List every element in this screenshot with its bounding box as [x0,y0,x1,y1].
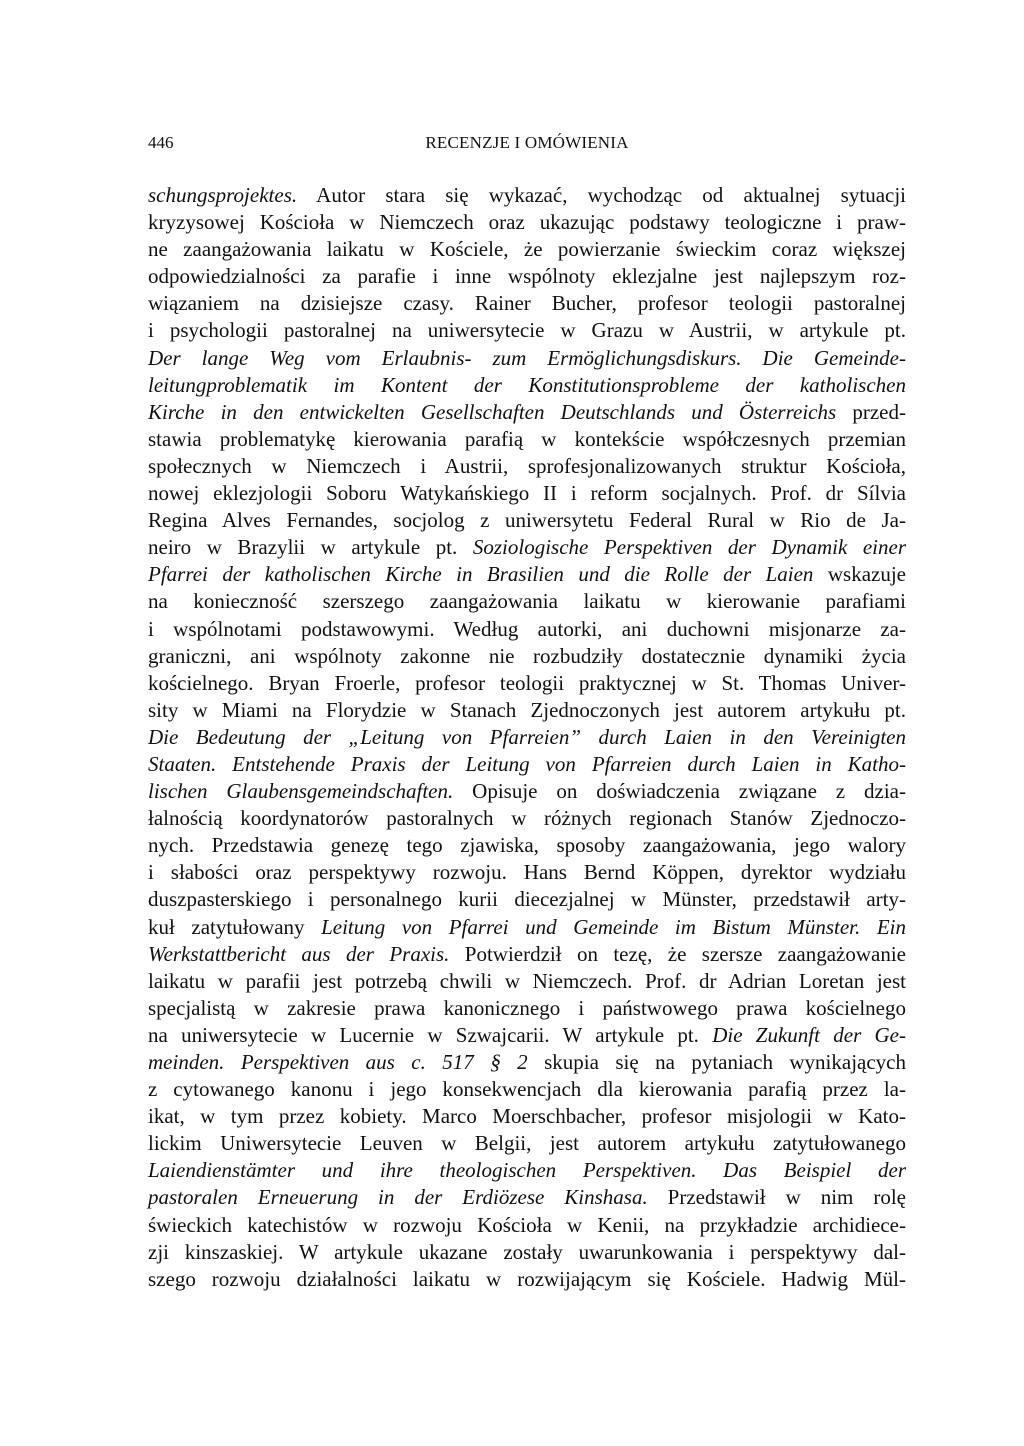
italic-title-segment: Leitung von Pfarrei und Gemeinde im Bistum Münster. Ein [321,914,906,939]
text-line [148,561,906,588]
text-line [148,426,906,453]
text-segment: kuł zatytułowany [148,914,322,939]
text-segment: przed- [836,399,906,424]
text-line [148,832,906,859]
italic-title-segment: Staaten. Entstehende Praxis der Leitung von Pfarreien durch Laien in Katho- [148,751,906,776]
text-segment: duszpasterskiego i personalnego kurii diecezjalnej w Münster, przedstawił arty- [148,887,906,912]
text-line [148,1266,906,1293]
italic-title-segment: schungsprojektes. [148,183,298,207]
italic-title-segment: Werkstattbericht aus der Praxis. [148,941,450,966]
text-segment: neiro w Brazylii w artykule pt. [148,535,473,560]
page-number: 446 [148,133,174,152]
text-line [148,182,906,209]
text-line [148,209,906,236]
text-segment: lickim Uniwersytecie Leuven w Belgii, jest autorem artykułu zatytułowanego [148,1131,906,1156]
text-line [148,345,906,372]
italic-title-segment: Laiendienstämter und ihre theologischen Perspektiven. Das Beispiel der [148,1158,906,1183]
text-line [148,724,906,751]
text-line [148,914,906,941]
text-line [148,1076,906,1103]
text-line [148,588,906,615]
text-segment: Potwierdził on tezę, że szersze zaangażowanie [449,941,907,966]
text-line [148,941,906,968]
text-segment: kościelnego. Bryan Froerle, profesor teologii praktycznej w St. Thomas Univer- [148,670,906,695]
text-line [148,1130,906,1157]
text-segment: Przedstawił w nim rolę [647,1185,906,1210]
text-line [148,372,906,399]
italic-title-segment: Pfarrei der katholischen Kirche in Brasilien und die Rolle der Laien [148,562,814,587]
text-line [148,886,906,913]
text-line [148,805,906,832]
text-line [148,317,906,344]
text-line [148,995,906,1022]
text-segment: Autor stara się wykazać, wychodząc od aktualnej sytuacji [297,183,906,207]
text-line [148,480,906,507]
text-line [148,453,906,480]
text-segment: stawia problematykę kierowania parafią w kontekście współczesnych przemian [148,426,906,451]
text-line [148,616,906,643]
body-text [148,182,906,1293]
text-segment: Opisuje on doświadczenia związane z dzia- [453,779,906,804]
text-segment: nowej eklezjologii Soboru Watykańskiego II i reform socjalnych. Prof. dr Sílvia [148,481,906,506]
text-line [148,1022,906,1049]
text-segment: na konieczność szerszego zaangażowania laikatu w kierowanie parafiami [148,589,906,614]
italic-title-segment: Soziologische Perspektiven der Dynamik einer [472,535,906,560]
text-line [148,236,906,263]
italic-title-segment: Der lange Weg vom Erlaubnis- zum Ermöglichungsdiskurs. Die Gemeinde- [148,345,906,370]
text-line [148,751,906,778]
italic-title-segment: Kirche in den entwickelten Gesellschaften Deutschlands und Österreichs [148,399,837,424]
text-line [148,670,906,697]
text-line [148,1239,906,1266]
text-segment: świeckich katechistów w rozwoju Kościoła w Kenii, na przykładzie archidiece- [148,1212,906,1237]
italic-title-segment: Die Bedeutung der „Leitung von Pfarreien” durch Laien in den Vereinigten [148,724,906,749]
text-line [148,968,906,995]
page-header [148,133,906,159]
italic-title-segment: meinden. Perspektiven aus c. 517 § 2 [148,1050,528,1074]
text-segment: nych. Przedstawia genezę tego zjawiska, sposoby zaangażowania, jego walory [148,833,906,858]
text-segment: szego rozwoju działalności laikatu w rozwijającym się Kościele. Hadwig Mül- [148,1266,906,1291]
text-segment: społecznych w Niemczech i Austrii, sprofesjonalizowanych struktur Kościoła, [148,453,906,478]
text-line [148,263,906,290]
text-segment: specjalistą w zakresie prawa kanonicznego i państwowego prawa kościelnego [148,995,906,1020]
text-line [148,1049,906,1076]
text-segment: ne zaangażowania laikatu w Kościele, że powierzanie świeckim coraz większej [148,237,906,262]
text-segment: na uniwersytecie w Lucernie w Szwajcarii. W artykule pt. [148,1022,713,1047]
italic-title-segment: lischen Glaubensgemeindschaften. [148,779,454,804]
text-line [148,778,906,805]
text-segment: łalnością koordynatorów pastoralnych w różnych regionach Stanów Zjednoczo- [148,806,906,831]
text-segment: odpowiedzialności za parafie i inne wspólnoty eklezjalne jest najlepszym roz- [148,264,906,289]
text-segment: ikat, w tym przez kobiety. Marco Moerschbacher, profesor misjologii w Kato- [148,1104,906,1129]
text-segment: i psychologii pastoralnej na uniwersytecie w Grazu w Austrii, w artykule pt. [148,318,906,343]
italic-title-segment: Die Zukunft der Ge- [712,1022,906,1047]
text-segment: Regina Alves Fernandes, socjolog z uniwersytetu Federal Rural w Rio de Ja- [148,508,906,533]
text-segment: wskazuje [813,562,906,587]
text-segment: i słabości oraz perspektywy rozwoju. Hans Bernd Köppen, dyrektor wydziału [148,860,906,885]
text-segment: graniczni, ani wspólnoty zakonne nie rozbudziły dostatecznie dynamiki życia [148,643,906,668]
text-line [148,399,906,426]
text-line [148,1103,906,1130]
text-segment: zji kinszaskiej. W artykule ukazane zostały uwarunkowania i perspektywy dal- [148,1239,906,1264]
text-segment: sity w Miami na Florydzie w Stanach Zjednoczonych jest autorem artykułu pt. [148,697,906,722]
text-line [148,1184,906,1211]
text-segment: wiązaniem na dzisiejsze czasy. Rainer Bucher, profesor teologii pastoralnej [148,291,906,316]
italic-title-segment: leitungproblematik im Kontent der Konstitutionsprobleme der katholischen [148,372,906,397]
italic-title-segment: pastoralen Erneuerung in der Erdiözese Kinshasa. [148,1185,648,1210]
text-segment: laikatu w parafii jest potrzebą chwili w Niemczech. Prof. dr Adrian Loretan jest [148,968,906,993]
text-line [148,859,906,886]
text-segment: z cytowanego kanonu i jego konsekwencjach dla kierowania parafią przez la- [148,1077,906,1102]
text-segment: i wspólnotami podstawowymi. Według autorki, ani duchowni misjonarze za- [148,616,906,641]
text-line [148,290,906,317]
text-line [148,1212,906,1239]
running-head: RECENZJE I OMÓWIENIA [425,133,629,152]
text-segment: kryzysowej Kościoła w Niemczech oraz ukazując podstawy teologiczne i praw- [148,210,906,235]
text-line [148,534,906,561]
text-line [148,1157,906,1184]
text-line [148,507,906,534]
text-line [148,643,906,670]
text-segment: skupia się na pytaniach wynikających [527,1050,906,1074]
text-line [148,697,906,724]
